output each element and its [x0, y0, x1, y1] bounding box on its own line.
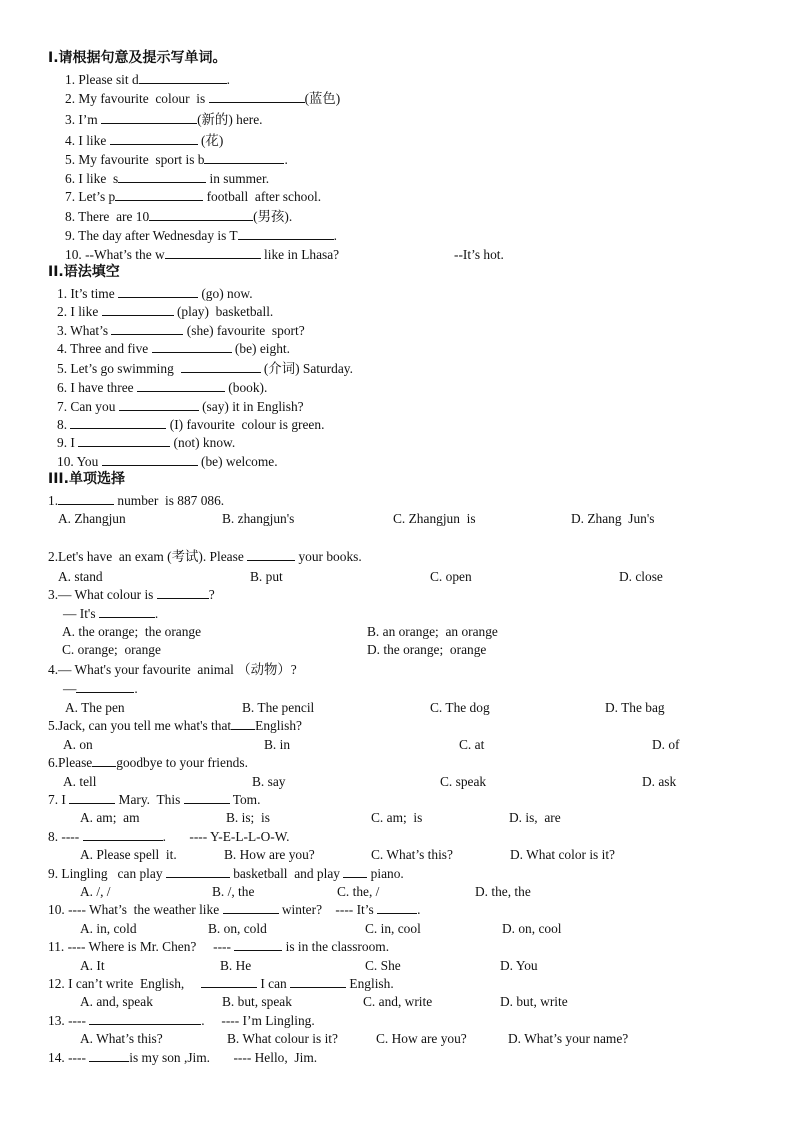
s2-question-6: [57, 379, 267, 396]
s1-question-1: [65, 71, 230, 88]
s2-q2-text-b: (play) basketball.: [173, 304, 274, 319]
s3-q14-text-b: is my son ,Jim. ---- Hello, Jim.: [129, 1050, 318, 1065]
s3-q6-option-c[interactable]: C. speak: [440, 774, 487, 789]
s1-question-7: [65, 188, 321, 205]
s3-q4-option-d[interactable]: D. The bag: [605, 700, 665, 715]
s3-q10-option-b[interactable]: B. on, cold: [208, 921, 267, 936]
s3-q10-option-c[interactable]: C. in, cool: [365, 921, 421, 936]
s1-q8-text-b: (男孩).: [253, 209, 293, 224]
s3-q9-option-c[interactable]: C. the, /: [337, 884, 380, 899]
s1-q10-text-a: 10. --What’s the w: [65, 247, 165, 262]
s2-q7-text-b: (say) it in English?: [198, 399, 304, 414]
s2-q10-text-a: 10. You: [57, 454, 102, 469]
s3-q12-text-c: English.: [346, 976, 394, 991]
s3-q5-option-b[interactable]: B. in: [264, 737, 291, 752]
s3-question-13: [48, 1012, 315, 1029]
answer-blank[interactable]: [247, 548, 295, 561]
s3-q1-text-b: number is 887 086.: [114, 493, 225, 508]
s1-question-2: [65, 90, 340, 107]
answer-blank[interactable]: [118, 170, 206, 183]
s3-q12-option-c[interactable]: C. and, write: [363, 994, 433, 1009]
s1-question-4: [65, 132, 223, 149]
section-2-title: II.语法填空: [48, 264, 120, 280]
s1-q1-text-b: .: [226, 72, 231, 87]
s3-q3-option-d[interactable]: D. the orange; orange: [367, 642, 487, 657]
s1-q6-text-b: in summer.: [206, 171, 270, 186]
s2-q4-text-b: (be) eight.: [231, 341, 290, 356]
s1-q7-text-b: football after school.: [203, 189, 322, 204]
s3-q12-option-b[interactable]: B. but, speak: [222, 994, 292, 1009]
s3-q8-option-b[interactable]: B. How are you?: [224, 847, 315, 862]
s3-q2-text-b: your books.: [295, 549, 362, 564]
s2-q8-text-b: (I) favourite colour is green.: [166, 417, 325, 432]
s1-question-10: [65, 246, 339, 263]
s1-question-8: [65, 208, 292, 225]
s3-question-5: [48, 717, 302, 734]
s3-q14-text-a: 14. ----: [48, 1050, 90, 1065]
answer-blank[interactable]: [290, 975, 346, 988]
s3-q6-text-b: goodbye to your friends.: [116, 755, 248, 770]
s3-q5-text-a: 5.Jack, can you tell me what's that: [48, 718, 232, 733]
section-1-title: I.请根据句意及提示写单词。: [48, 50, 227, 66]
answer-blank[interactable]: [343, 865, 367, 878]
s3-question-4: 4.— What's your favourite animal （动物）?: [48, 662, 297, 677]
s2-q4-text-a: 4. Three and five: [57, 341, 152, 356]
s2-question-5: [57, 360, 353, 377]
s1-q5-text-a: 5. My favourite sport is b: [65, 152, 205, 167]
s2-q10-text-b: (be) welcome.: [197, 454, 278, 469]
s3-q5-option-a[interactable]: A. on: [63, 737, 93, 752]
answer-blank[interactable]: [89, 1012, 201, 1025]
answer-blank[interactable]: [118, 285, 198, 298]
s3-q12-option-a[interactable]: A. and, speak: [80, 994, 153, 1009]
s3-q1-option-d[interactable]: D. Zhang Jun's: [571, 511, 655, 526]
answer-blank[interactable]: [119, 398, 199, 411]
s1-q1-text-a: 1. Please sit d: [65, 72, 139, 87]
s1-question-6: [65, 170, 269, 187]
s2-q5-text-b: (介词) Saturday.: [260, 361, 353, 376]
s3-q1-option-b[interactable]: B. zhangjun's: [222, 511, 295, 526]
s3-q12-text-b: I can: [256, 976, 291, 991]
s3-question-10: [48, 901, 420, 918]
answer-blank[interactable]: [184, 791, 230, 804]
s3-q4-reply: [63, 680, 138, 697]
s2-q6-text-b: (book).: [224, 380, 268, 395]
s2-q9-text-a: 9. I: [57, 435, 79, 450]
s2-question-8: [57, 416, 324, 433]
answer-blank[interactable]: [102, 453, 198, 466]
answer-blank[interactable]: [137, 379, 225, 392]
s3-q4-option-c[interactable]: C. The dog: [430, 700, 490, 715]
s3-q11-option-a[interactable]: A. It: [80, 958, 105, 973]
s3-question-3: [48, 586, 215, 603]
s3-q7-text-a: 7. I: [48, 792, 70, 807]
s3-q7-option-a[interactable]: A. am; am: [80, 810, 140, 825]
s3-q9-option-a[interactable]: A. /, /: [80, 884, 111, 899]
s2-q3-text-b: (she) favourite sport?: [183, 323, 305, 338]
s3-q3-option-b[interactable]: B. an orange; an orange: [367, 624, 498, 639]
s3-q5-option-c[interactable]: C. at: [459, 737, 485, 752]
s3-q13-text-a: 13. ----: [48, 1013, 90, 1028]
s2-q2-text-a: 2. I like: [57, 304, 102, 319]
s3-question-2: [48, 548, 362, 565]
s1-q6-text-a: 6. I like s: [65, 171, 119, 186]
s3-q2-option-a[interactable]: A. stand: [58, 569, 103, 584]
s3-q2-option-b[interactable]: B. put: [250, 569, 283, 584]
s3-question-1: [48, 492, 224, 509]
s2-question-9: [57, 434, 235, 451]
answer-blank[interactable]: [149, 208, 253, 221]
s3-q10-text-b: winter? ---- It’s: [278, 902, 378, 917]
s3-q11-text-a: 11. ---- Where is Mr. Chen? ----: [48, 939, 235, 954]
s3-q7-text-c: Tom.: [229, 792, 261, 807]
s3-q10-text-c: .: [417, 902, 421, 917]
s1-q2-text-a: 2. My favourite colour is: [65, 91, 209, 106]
answer-blank[interactable]: [76, 680, 134, 693]
s3-q4-text-c: —: [63, 681, 77, 696]
answer-blank[interactable]: [152, 340, 232, 353]
s2-q5-text-a: 5. Let’s go swimming: [57, 361, 181, 376]
s3-q3-text-c: — It's: [63, 606, 99, 621]
s3-q2-text-a: 2.Let's have an exam (考试). Please: [48, 549, 248, 564]
s3-q7-option-b[interactable]: B. is; is: [226, 810, 270, 825]
s3-q4-text-d: .: [134, 681, 138, 696]
s3-q11-text-b: is in the classroom.: [282, 939, 390, 954]
s2-question-2: [57, 303, 273, 320]
s3-q10-text-a: 10. ---- What’s the weather like: [48, 902, 223, 917]
s2-q6-text-a: 6. I have three: [57, 380, 137, 395]
s3-q9-text-b: basketball and play: [229, 866, 344, 881]
s3-question-7: [48, 791, 260, 808]
s3-q5-text-b: English?: [255, 718, 303, 733]
s1-question-9: [65, 227, 337, 244]
s2-q8-text-a: 8.: [57, 417, 71, 432]
answer-blank[interactable]: [223, 901, 279, 914]
s3-q12-text-a: 12. I can’t write English,: [48, 976, 201, 991]
s3-q3-reply: [63, 605, 158, 622]
s3-q10-option-a[interactable]: A. in, cold: [80, 921, 137, 936]
s1-q7-text-a: 7. Let’s p: [65, 189, 116, 204]
s3-question-6: [48, 754, 248, 771]
s3-q13-option-d[interactable]: D. What’s your name?: [508, 1031, 629, 1046]
s3-q1-option-c[interactable]: C. Zhangjun is: [393, 511, 476, 526]
s1-q4-text-a: 4. I like: [65, 133, 110, 148]
answer-blank[interactable]: [157, 586, 209, 599]
s1-q9-text-a: 9. The day after Wednesday is T: [65, 228, 238, 243]
s3-q9-text-a: 9. Lingling can play: [48, 866, 166, 881]
s3-question-9: [48, 865, 404, 882]
s2-question-1: [57, 285, 253, 302]
s1-q10-text-b: like in Lhasa?: [260, 247, 340, 262]
answer-blank[interactable]: [111, 322, 183, 335]
s3-q12-option-d[interactable]: D. but, write: [500, 994, 568, 1009]
s3-q13-option-b[interactable]: B. What colour is it?: [227, 1031, 338, 1046]
s3-q3-text-a: 3.— What colour is: [48, 587, 157, 602]
s3-q6-option-d[interactable]: D. ask: [642, 774, 677, 789]
answer-blank[interactable]: [231, 717, 255, 730]
s1-q9-text-b: .: [333, 228, 337, 243]
answer-blank[interactable]: [92, 754, 116, 767]
answer-blank[interactable]: [69, 791, 115, 804]
s3-q13-text-b: . ---- I’m Lingling.: [201, 1013, 315, 1028]
s3-q6-option-a[interactable]: A. tell: [63, 774, 97, 789]
s1-q3-text-b: (新的) here.: [197, 112, 263, 127]
s3-q8-option-d[interactable]: D. What color is it?: [510, 847, 615, 862]
s3-question-12: [48, 975, 394, 992]
answer-blank[interactable]: [201, 975, 257, 988]
s3-question-8: [48, 828, 290, 845]
answer-blank[interactable]: [165, 246, 261, 259]
s3-q7-option-c[interactable]: C. am; is: [371, 810, 423, 825]
answer-blank[interactable]: [70, 416, 166, 429]
s3-q11-option-d[interactable]: D. You: [500, 958, 538, 973]
answer-blank[interactable]: [102, 303, 174, 316]
answer-blank[interactable]: [101, 111, 197, 124]
answer-blank[interactable]: [78, 434, 170, 447]
s2-q1-text-b: (go) now.: [198, 286, 253, 301]
answer-blank[interactable]: [238, 227, 334, 240]
s3-q7-option-d[interactable]: D. is, are: [509, 810, 561, 825]
section-3-title: III.单项选择: [48, 471, 125, 487]
s3-question-14: [48, 1049, 317, 1066]
s2-question-4: [57, 340, 290, 357]
s1-q5-text-b: .: [284, 152, 288, 167]
s3-q3-option-c[interactable]: C. orange; orange: [62, 642, 161, 657]
s3-q9-option-d[interactable]: D. the, the: [475, 884, 531, 899]
s1-question-3: [65, 111, 263, 128]
s3-q6-option-b[interactable]: B. say: [252, 774, 286, 789]
s3-q1-option-a[interactable]: A. Zhangjun: [58, 511, 126, 526]
s2-question-7: [57, 398, 304, 415]
s3-q4-option-b[interactable]: B. The pencil: [242, 700, 315, 715]
s1-question-5: [65, 151, 288, 168]
s2-question-3: [57, 322, 305, 339]
s2-q1-text-a: 1. It’s time: [57, 286, 118, 301]
s2-q7-text-a: 7. Can you: [57, 399, 119, 414]
answer-blank[interactable]: [377, 901, 417, 914]
s3-q9-text-c: piano.: [367, 866, 404, 881]
answer-blank[interactable]: [234, 938, 282, 951]
s1-q8-text-a: 8. There are 10: [65, 209, 150, 224]
s3-q5-option-d[interactable]: D. of: [652, 737, 680, 752]
answer-blank[interactable]: [110, 132, 198, 145]
s3-q8-option-c[interactable]: C. What’s this?: [371, 847, 453, 862]
answer-blank[interactable]: [204, 151, 284, 164]
s1-q10-reply: --It’s hot.: [454, 247, 504, 262]
s3-q8-text-a: 8. ----: [48, 829, 83, 844]
s3-q8-text-b: . ---- Y-E-L-L-O-W.: [162, 829, 290, 844]
answer-blank[interactable]: [83, 828, 163, 841]
s3-q13-option-a[interactable]: A. What’s this?: [80, 1031, 163, 1046]
s2-question-10: [57, 453, 278, 470]
s3-q3-text-b: ?: [208, 587, 215, 602]
answer-blank[interactable]: [99, 605, 155, 618]
s3-q1-text-a: 1.: [48, 493, 59, 508]
answer-blank[interactable]: [58, 492, 114, 505]
s1-q2-text-b: (蓝色): [304, 91, 341, 106]
answer-blank[interactable]: [89, 1049, 129, 1062]
s1-q3-text-a: 3. I’m: [65, 112, 102, 127]
answer-blank[interactable]: [209, 90, 305, 103]
s3-q4-option-a[interactable]: A. The pen: [65, 700, 125, 715]
s3-q2-option-d[interactable]: D. close: [619, 569, 663, 584]
answer-blank[interactable]: [115, 188, 203, 201]
answer-blank[interactable]: [166, 865, 230, 878]
answer-blank[interactable]: [181, 360, 261, 373]
s3-q3-text-d: .: [154, 606, 159, 621]
s3-q8-option-a[interactable]: A. Please spell it.: [80, 847, 177, 862]
s3-q7-text-b: Mary. This: [115, 792, 184, 807]
s2-q9-text-b: (not) know.: [170, 435, 236, 450]
s3-question-11: [48, 938, 389, 955]
s3-q10-option-d[interactable]: D. on, cool: [502, 921, 562, 936]
s1-q4-text-b: (花): [197, 133, 224, 148]
s3-q9-option-b[interactable]: B. /, the: [212, 884, 255, 899]
s3-q13-option-c[interactable]: C. How are you?: [376, 1031, 467, 1046]
s3-q6-text-a: 6.Please: [48, 755, 93, 770]
answer-blank[interactable]: [139, 71, 227, 84]
s2-q3-text-a: 3. What’s: [57, 323, 112, 338]
s3-q3-option-a[interactable]: A. the orange; the orange: [62, 624, 202, 639]
s3-q11-option-c[interactable]: C. She: [365, 958, 401, 973]
s3-q11-option-b[interactable]: B. He: [220, 958, 252, 973]
s3-q2-option-c[interactable]: C. open: [430, 569, 472, 584]
